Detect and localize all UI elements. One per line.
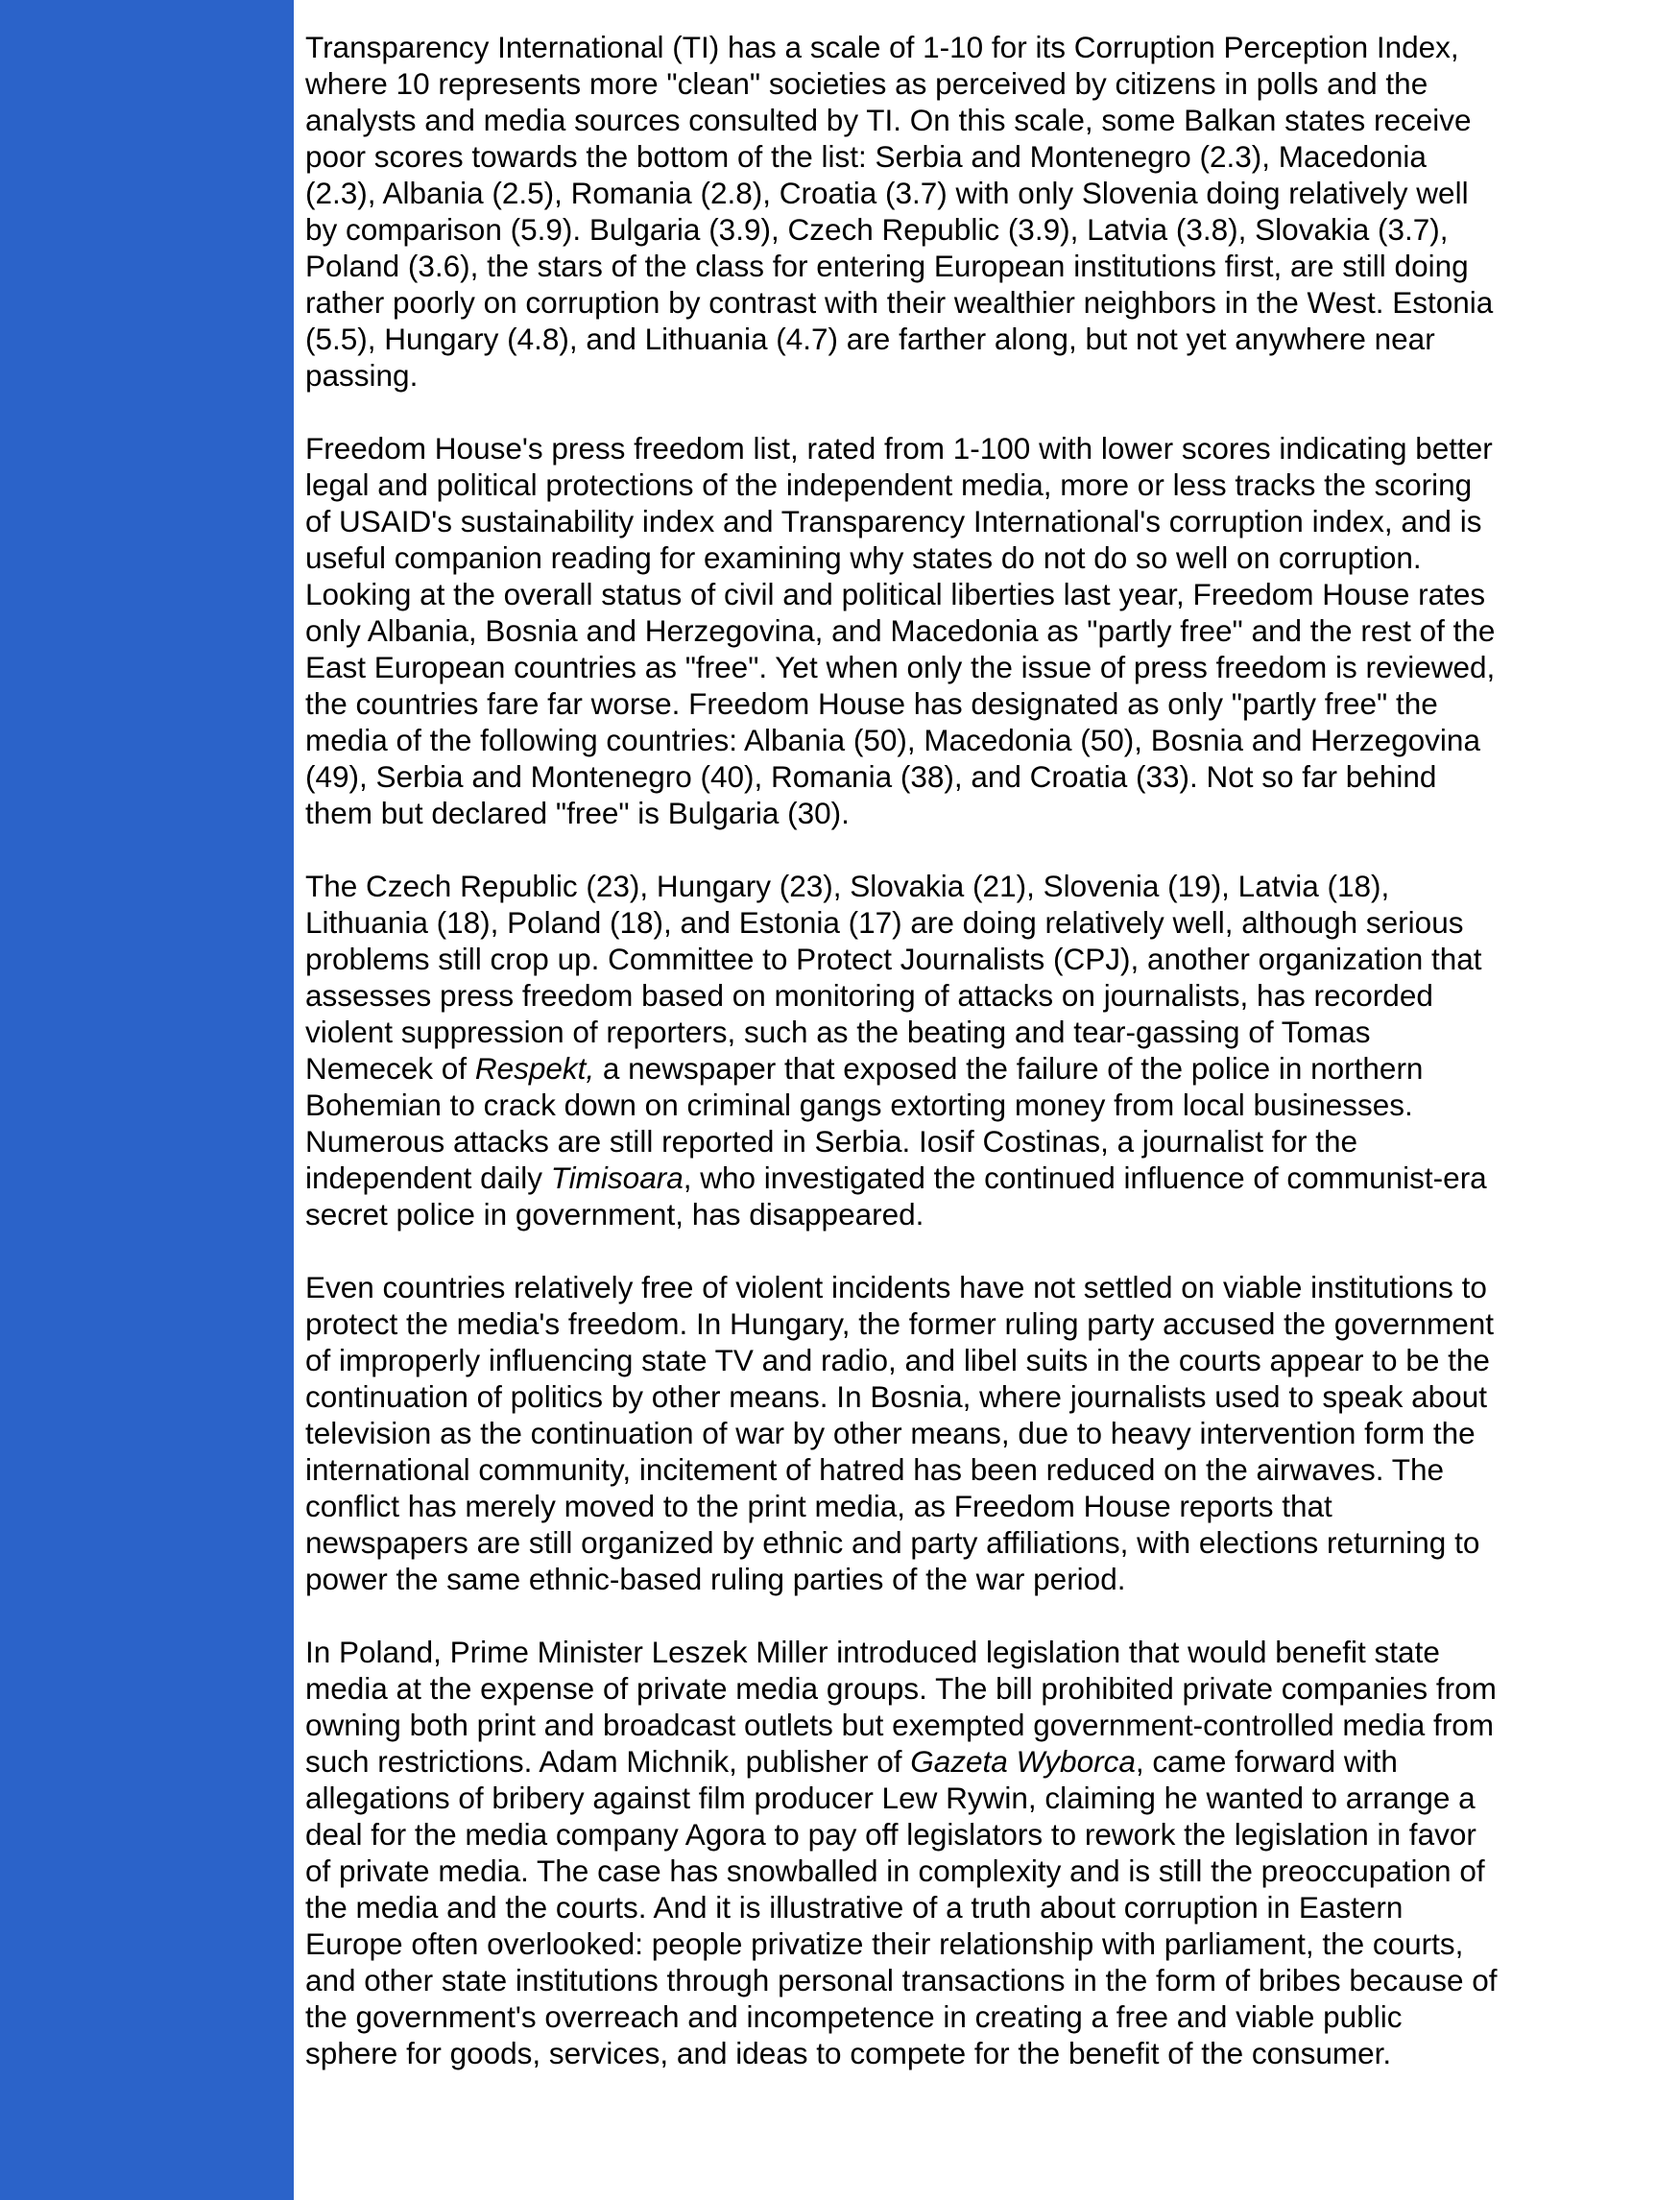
paragraph-text: Transparency International (TI) has a scale of 1-10 for its Corruption Perception Index, where 10 represents more "clean" societies as perceived by citizens in polls and the analysts and media sources consulted by TI. On this scale, some Balkan states receive poor scores towards the bottom of the list: Serbia and Montenegro (2.3), Macedonia (2.3), Albania (2.5), Romania (2.8), Croatia (3.7) with only Slovenia doing relatively well by comparison (5.9). Bulgaria (3.9), Czech Republic (3.9), Latvia (3.8), Slovakia (3.7), Poland (3.6), the stars of the class for entering European institutions first, are still doing rather poorly on corruption by contrast with their wealthier neighbors in the West. Estonia (5.5), Hungary (4.8), and Lithuania (4.7) are farther along, but not yet anywhere near passing. [305, 30, 1494, 393]
paragraph-journalist-attacks [305, 868, 1500, 1232]
paragraph-text: Even countries relatively free of violent incidents have not settled on viable institutions to protect the media's freedom. In Hungary, the former ruling party accused the government of improperly influencing state TV and radio, and libel suits in the courts appear to be the continuation of politics by other means. In Bosnia, where journalists used to speak about television as the continuation of war by other means, due to heavy intervention form the international community, incitement of hatred has been reduced on the airwaves. The conflict has merely moved to the print media, as Freedom House reports that newspapers are still organized by ethnic and party affiliations, with elections returning to power the same ethnic-based ruling parties of the war period. [305, 1270, 1495, 1596]
newspaper-title-respekt: Respekt, [474, 1051, 595, 1086]
sidebar-bar [0, 0, 294, 2200]
paragraph-text: a newspaper that exposed the failure of the police in northern Bohemian to crack down on criminal gangs extorting money from local businesses. Numerous attacks are still reported in Serbia. Iosif Costinas, a journalist for the independent daily [305, 1051, 1424, 1195]
paragraph-poland-legislation [305, 1634, 1500, 2071]
paragraph-text: The Czech Republic (23), Hungary (23), Slovakia (21), Slovenia (19), Latvia (18), Lithuania (18), Poland (18), and Estonia (17) are doing relatively well, although serious problems still crop up. Committee to Protect Journalists (CPJ), another organization that assesses press freedom based on monitoring of attacks on journalists, has recorded violent suppression of reporters, such as the beating and tear-gassing of Tomas Nemecek of [305, 869, 1482, 1086]
paragraph-media-institutions [305, 1269, 1500, 1597]
paragraph-corruption-index [305, 29, 1500, 394]
newspaper-title-timisoara: Timisoara [550, 1160, 684, 1195]
paragraph-text: , came forward with allegations of bribery against film producer Lew Rywin, claiming he wanted to arrange a deal for the media company Agora to pay off legislators to rework the legislation in favor of private media. The case has snowballed in complexity and is still the preoccupation of the media and the courts. And it is illustrative of a truth about corruption in Eastern Europe often overlooked: people privatize their relationship with parliament, the courts, and other state institutions through personal transactions in the form of bribes because of the government's overreach and incompetence in creating a free and viable public sphere for goods, services, and ideas to compete for the benefit of the consumer. [305, 1744, 1498, 2070]
paragraph-text: Freedom House's press freedom list, rated from 1-100 with lower scores indicating better legal and political protections of the independent media, more or less tracks the scoring of USAID's sustainability index and Transparency International's corruption index, and is useful companion reading for examining why states do not do so well on corruption. Looking at the overall status of civil and political liberties last year, Freedom House rates only Albania, Bosnia and Herzegovina, and Macedonia as "partly free" and the rest of the East European countries as "free". Yet when only the issue of press freedom is reviewed, the countries fare far worse. Freedom House has designated as only "partly free" the media of the following countries: Albania (50), Macedonia (50), Bosnia and Herzegovina (49), Serbia and Montenegro (40), Romania (38), and Croatia (33). Not so far behind them but declared "free" is Bulgaria (30). [305, 431, 1496, 830]
newspaper-title-gazeta-wyborca: Gazeta Wyborca [910, 1744, 1136, 1779]
paragraph-text: , who investigated the continued influence of communist-era secret police in government, has disappeared. [305, 1160, 1487, 1232]
paragraph-text: In Poland, Prime Minister Leszek Miller introduced legislation that would benefit state media at the expense of private media groups. The bill prohibited private companies from owning both print and broadcast outlets but exempted government-controlled media from such restrictions. Adam Michnik, publisher of [305, 1635, 1497, 1779]
paragraph-press-freedom [305, 430, 1500, 831]
article-body [305, 29, 1500, 2071]
